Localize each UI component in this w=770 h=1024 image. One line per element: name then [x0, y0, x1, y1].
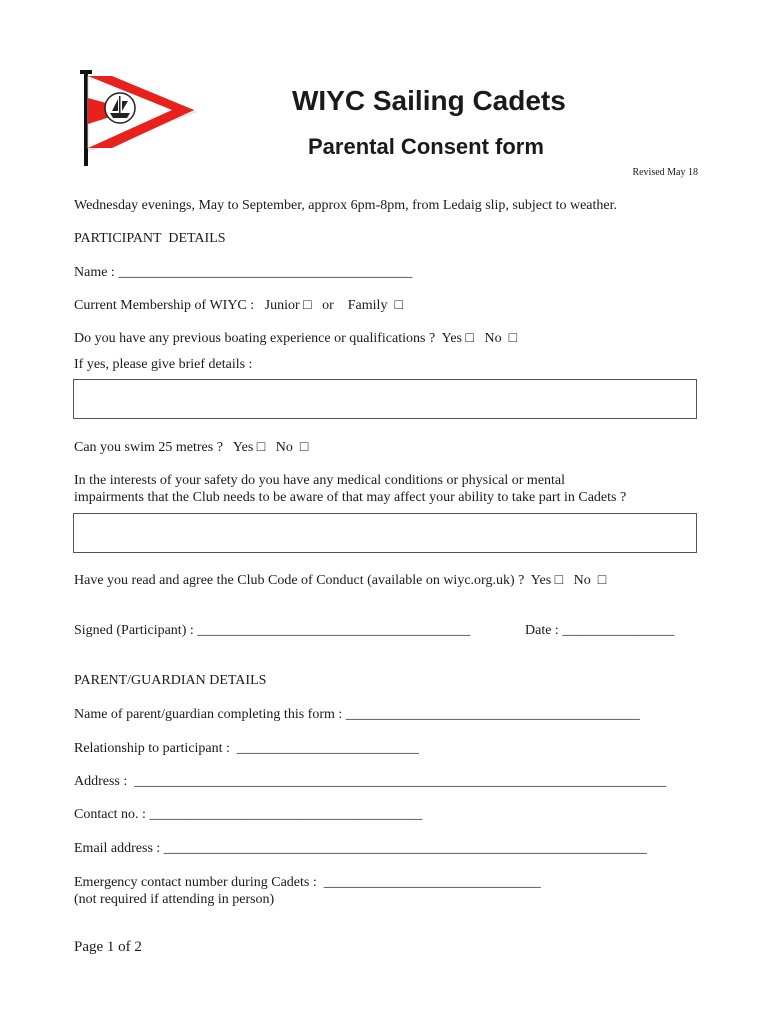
form-title: WIYC Sailing Cadets: [292, 85, 566, 116]
medical-details-box[interactable]: [73, 513, 697, 553]
relationship-field[interactable]: Relationship to participant : __________________________: [74, 741, 419, 756]
participant-signature-field[interactable]: Signed (Participant) : _______________________________________: [74, 623, 471, 638]
club-logo: [72, 68, 202, 168]
burgee-flag-with-ship-icon: [72, 68, 202, 168]
participant-name-field[interactable]: Name : __________________________________________: [74, 265, 413, 280]
membership-question[interactable]: Current Membership of WIYC : Junior □ or Family □: [74, 298, 403, 313]
experience-details-box[interactable]: [73, 379, 697, 419]
code-of-conduct-question[interactable]: Have you read and agree the Club Code of Conduct (available on wiyc.org.uk) ? Yes □ No □: [74, 573, 607, 588]
address-field[interactable]: Address : ____________________________________________________________________________: [74, 774, 667, 789]
medical-question-line1: In the interests of your safety do you have any medical conditions or physical or mental: [74, 473, 566, 488]
revision-note: Revised May 18: [632, 167, 698, 178]
swim-question[interactable]: Can you swim 25 metres ? Yes □ No □: [74, 440, 309, 455]
experience-details-prompt: If yes, please give brief details :: [74, 357, 253, 372]
page-number: Page 1 of 2: [74, 939, 142, 955]
intro-text: Wednesday evenings, May to September, approx 6pm-8pm, from Ledaig slip, subject to weather.: [74, 198, 618, 213]
medical-question-line2: impairments that the Club needs to be aware of that may affect your ability to take part in Cadets ?: [74, 490, 627, 505]
form-subtitle: Parental Consent form: [308, 134, 544, 159]
guardian-heading: PARENT/GUARDIAN DETAILS: [74, 673, 267, 688]
email-address-field[interactable]: Email address : _____________________________________________________________________: [74, 841, 647, 856]
experience-question[interactable]: Do you have any previous boating experience or qualifications ? Yes □ No □: [74, 331, 518, 346]
emergency-contact-field[interactable]: Emergency contact number during Cadets : _______________________________: [74, 875, 541, 890]
contact-number-field[interactable]: Contact no. : _______________________________________: [74, 807, 423, 822]
participant-heading: PARTICIPANT DETAILS: [74, 231, 226, 246]
participant-date-field[interactable]: Date : ________________: [525, 623, 675, 638]
emergency-contact-note: (not required if attending in person): [74, 892, 275, 907]
guardian-name-field[interactable]: Name of parent/guardian completing this form : __________________________________________: [74, 707, 640, 722]
